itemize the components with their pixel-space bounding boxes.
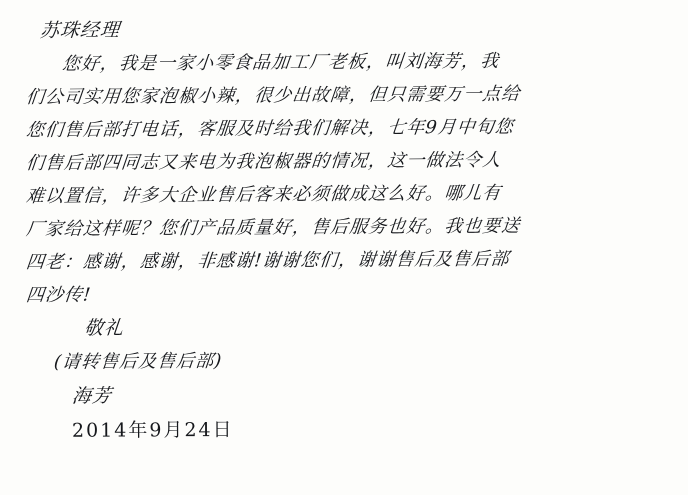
- letter-date: 2014年9月24日: [71, 418, 234, 442]
- letter-body-line-6: 厂家给这样呢？您们产品质量好，售后服务也好。我也要送: [24, 215, 522, 240]
- letter-body-line-5: 难以置信，许多大企业售后客来必须做成这么好。哪儿有: [24, 182, 503, 207]
- letter-routing-note: (请转售后及售后部): [53, 350, 224, 373]
- letter-body-line-7: 四老：感谢，感谢，非感谢!谢谢您们，谢谢售后及售后部: [24, 248, 511, 273]
- letter-salutation: 苏珠经理: [38, 19, 122, 42]
- letter-body-line-8: 四沙传!: [24, 284, 93, 306]
- letter-body-line-3: 您们售后部打电话，客服及时给我们解决，七年9月中旬您: [24, 116, 515, 141]
- letter-signature: 海芳: [71, 384, 114, 408]
- letter-body-line-2: 们公司实用您家泡椒小辣，很少出故障，但只需要万一点给: [24, 83, 522, 108]
- letter-body-line-1: 您好，我是一家小零食品加工厂老板，叫刘海芳，我: [60, 50, 501, 75]
- letter-body-line-4: 们售后部四同志又来电为我泡椒器的情况，这一做法令人: [24, 149, 503, 174]
- letter-signoff: 敬礼: [83, 316, 126, 340]
